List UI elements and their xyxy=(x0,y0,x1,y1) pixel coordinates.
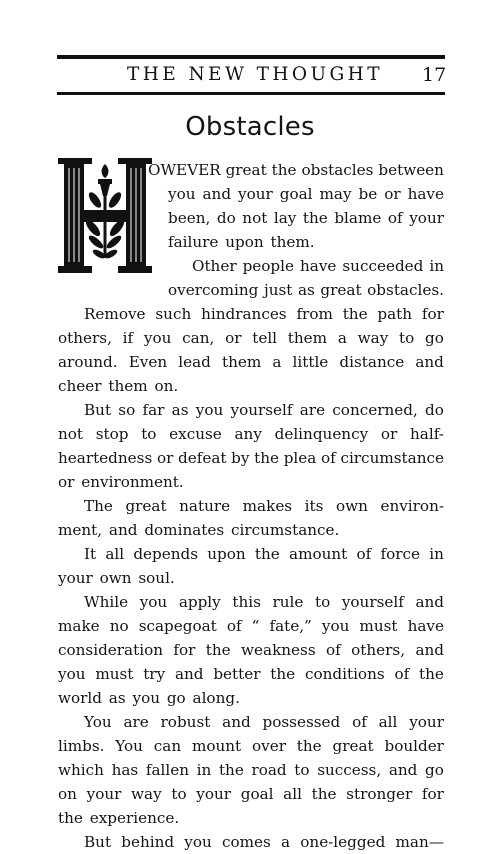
text-line: heartedness or defeat by the plea of circumstance xyxy=(58,449,444,467)
text-line: make no scapegoat of “ fate,” you must have xyxy=(58,617,444,635)
text-line: or environment. xyxy=(58,473,184,491)
text-line: not stop to excuse any delinquency or half- xyxy=(58,425,444,443)
text-line: consideration for the weakness of others, and xyxy=(58,641,444,659)
text-line: OWEVER great the obstacles between xyxy=(148,161,444,179)
text-line: It all depends upon the amount of force in xyxy=(84,545,444,563)
running-title: THE NEW THOUGHT xyxy=(127,64,383,85)
text-line: on your way to your goal all the stronger for xyxy=(58,785,444,803)
text-line: the experience. xyxy=(58,809,180,827)
text-line: Other people have succeeded in xyxy=(192,257,444,275)
text-line: Remove such hindrances from the path for xyxy=(84,305,444,323)
text-line: been, do not lay the blame of your xyxy=(168,209,444,227)
header-rule-top xyxy=(57,55,445,59)
text-line: failure upon them. xyxy=(168,233,315,251)
text-line: your own soul. xyxy=(58,569,175,587)
text-line: limbs. You can mount over the great boulder xyxy=(58,737,444,755)
text-line: others, if you can, or tell them a way to go xyxy=(58,329,444,347)
text-line: which has fallen in the road to success, and go xyxy=(58,761,444,779)
text-line: You are robust and possessed of all your xyxy=(84,713,444,731)
chapter-title: Obstacles xyxy=(185,112,315,142)
text-line: While you apply this rule to yourself and xyxy=(84,593,444,611)
text-line: world as you go along. xyxy=(58,689,240,707)
dropcap-h-torch-icon xyxy=(58,156,158,274)
text-line: around. Even lead them a little distance and xyxy=(58,353,444,371)
header-rule-bottom xyxy=(57,92,445,95)
text-line: But so far as you yourself are concerned, do xyxy=(84,401,444,419)
text-line: overcoming just as great obstacles. xyxy=(168,281,444,299)
text-line: you must try and better the conditions of the xyxy=(58,665,444,683)
page-number: 17 xyxy=(422,64,447,86)
text-line: cheer them on. xyxy=(58,377,179,395)
text-line: But behind you comes a one-legged man— xyxy=(84,833,444,851)
text-line: you and your goal may be or have xyxy=(168,185,444,203)
text-line: ment, and dominates circumstance. xyxy=(58,521,340,539)
text-line: The great nature makes its own environ- xyxy=(84,497,444,515)
